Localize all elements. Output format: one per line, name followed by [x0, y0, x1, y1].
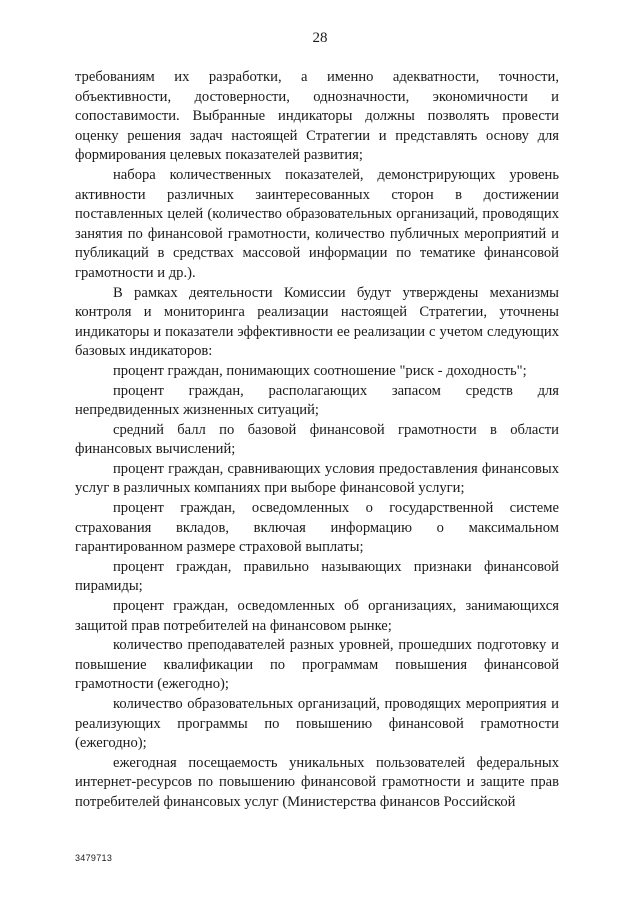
document-id: 3479713 — [75, 853, 113, 863]
list-item: ежегодная посещаемость уникальных пользователей федеральных интернет-ресурсов по повышению финансовой грамотности и защите прав потребителей финансовых услуг (Министерства финансов Российской — [75, 754, 559, 810]
list-item: процент граждан, осведомленных о государственной системе страхования вкладов, включая информацию о максимальном гарантированном размере страховой выплаты; — [75, 500, 559, 556]
list-item: процент граждан, располагающих запасом средств для непредвиденных жизненных ситуаций; — [75, 382, 559, 419]
paragraph: В рамках деятельности Комиссии будут утверждены механизмы контроля и мониторинга реализации настоящей Стратегии, уточнены индикаторы и показатели эффективности ее реализации с учетом следующих базовых индикаторов: — [75, 284, 559, 360]
list-item: количество преподавателей разных уровней, прошедших подготовку и повышение квалификации по программам повышения финансовой грамотности (ежегодно); — [75, 637, 559, 693]
list-item: средний балл по базовой финансовой грамотности в области финансовых вычислений; — [75, 421, 559, 458]
list-item: процент граждан, осведомленных об организациях, занимающихся защитой прав потребителей на финансовом рынке; — [75, 598, 559, 634]
list-item: процент граждан, правильно называющих признаки финансовой пирамиды; — [75, 558, 559, 595]
list-item: процент граждан, понимающих соотношение "риск - доходность"; — [113, 362, 527, 379]
paragraph: требованиям их разработки, а именно адекватности, точности, объективности, достоверности, однозначности, экономичности и сопоставимости. Выбранные индикаторы должны позволять провести оценку решения задач настоящей Стратегии и представлять основу для формирования целевых показателей развития; — [75, 69, 559, 164]
list-item: количество образовательных организаций, проводящих мероприятия и реализующих программы по повышению финансовой грамотности (ежегодно); — [75, 696, 559, 752]
page-number: 28 — [312, 30, 328, 46]
paragraph: набора количественных показателей, демонстрирующих уровень активности различных заинтересованных сторон в достижении поставленных целей (количество образовательных организаций, проводящих занятия по финансовой грамотности, количество публичных мероприятий и публикаций в средствах массовой информации по тематике финансовой грамотности и др.). — [75, 166, 559, 281]
list-item: процент граждан, сравнивающих условия предоставления финансовых услуг в различных компаниях при выборе финансовой услуги; — [75, 460, 559, 497]
document-body — [75, 68, 559, 813]
